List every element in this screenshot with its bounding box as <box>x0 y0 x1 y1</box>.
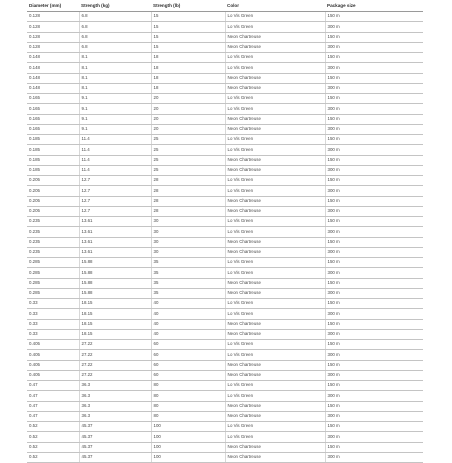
cell-color: Lo Vis Green <box>225 227 325 237</box>
table-row <box>27 53 423 63</box>
cell-diameter: 0.235 <box>27 217 79 227</box>
cell-strength-lb: 100 <box>151 442 225 452</box>
cell-package-size: 300 m <box>325 391 423 401</box>
cell-strength-lb: 28 <box>151 206 225 216</box>
table-row <box>27 114 423 124</box>
cell-strength-lb: 30 <box>151 247 225 257</box>
cell-strength-kg: 11.4 <box>79 145 151 155</box>
cell-diameter: 0.405 <box>27 360 79 370</box>
cell-color: Neon Chartreuse <box>225 442 325 452</box>
cell-package-size: 150 m <box>325 258 423 268</box>
cell-package-size: 150 m <box>325 135 423 145</box>
cell-color: Lo Vis Green <box>225 391 325 401</box>
cell-diameter: 0.52 <box>27 452 79 462</box>
cell-strength-lb: 100 <box>151 422 225 432</box>
cell-strength-kg: 45.37 <box>79 452 151 462</box>
cell-package-size: 300 m <box>325 411 423 421</box>
table-row <box>27 411 423 421</box>
table-row <box>27 288 423 298</box>
table-row <box>27 176 423 186</box>
cell-strength-kg: 15.88 <box>79 268 151 278</box>
cell-package-size: 150 m <box>325 299 423 309</box>
cell-color: Neon Chartreuse <box>225 124 325 134</box>
cell-package-size: 300 m <box>325 63 423 73</box>
cell-package-size: 150 m <box>325 114 423 124</box>
cell-strength-lb: 20 <box>151 124 225 134</box>
cell-color: Lo Vis Green <box>225 350 325 360</box>
cell-color: Neon Chartreuse <box>225 206 325 216</box>
table-row <box>27 206 423 216</box>
cell-diameter: 0.33 <box>27 299 79 309</box>
cell-strength-lb: 15 <box>151 12 225 22</box>
cell-strength-kg: 45.37 <box>79 422 151 432</box>
cell-package-size: 300 m <box>325 42 423 52</box>
table-row <box>27 42 423 52</box>
cell-package-size: 150 m <box>325 360 423 370</box>
cell-strength-kg: 36.3 <box>79 411 151 421</box>
cell-strength-kg: 18.15 <box>79 309 151 319</box>
cell-strength-kg: 12.7 <box>79 186 151 196</box>
table-row <box>27 381 423 391</box>
cell-strength-lb: 40 <box>151 309 225 319</box>
cell-package-size: 300 m <box>325 452 423 462</box>
cell-package-size: 150 m <box>325 422 423 432</box>
header-strength-kg: Strength (kg) <box>79 0 151 12</box>
cell-strength-kg: 9.1 <box>79 104 151 114</box>
cell-package-size: 150 m <box>325 278 423 288</box>
cell-package-size: 300 m <box>325 206 423 216</box>
cell-color: Neon Chartreuse <box>225 329 325 339</box>
cell-package-size: 300 m <box>325 83 423 93</box>
table-row <box>27 94 423 104</box>
cell-diameter: 0.165 <box>27 114 79 124</box>
table-row <box>27 83 423 93</box>
cell-package-size: 300 m <box>325 145 423 155</box>
cell-strength-kg: 12.7 <box>79 196 151 206</box>
cell-color: Neon Chartreuse <box>225 247 325 257</box>
cell-package-size: 150 m <box>325 155 423 165</box>
cell-color: Neon Chartreuse <box>225 237 325 247</box>
table-row <box>27 196 423 206</box>
cell-strength-kg: 27.22 <box>79 340 151 350</box>
cell-strength-kg: 27.22 <box>79 370 151 380</box>
cell-diameter: 0.148 <box>27 73 79 83</box>
cell-strength-kg: 9.1 <box>79 124 151 134</box>
cell-diameter: 0.165 <box>27 104 79 114</box>
header-row <box>27 0 423 12</box>
cell-strength-lb: 25 <box>151 145 225 155</box>
cell-package-size: 150 m <box>325 12 423 22</box>
table-row <box>27 299 423 309</box>
cell-color: Lo Vis Green <box>225 340 325 350</box>
cell-strength-kg: 8.1 <box>79 83 151 93</box>
cell-strength-lb: 18 <box>151 73 225 83</box>
cell-diameter: 0.148 <box>27 63 79 73</box>
cell-diameter: 0.128 <box>27 12 79 22</box>
cell-color: Neon Chartreuse <box>225 288 325 298</box>
table-row <box>27 401 423 411</box>
cell-strength-kg: 18.15 <box>79 329 151 339</box>
cell-diameter: 0.33 <box>27 309 79 319</box>
cell-strength-lb: 35 <box>151 278 225 288</box>
table-row <box>27 12 423 22</box>
cell-diameter: 0.185 <box>27 155 79 165</box>
cell-package-size: 300 m <box>325 22 423 32</box>
table-row <box>27 165 423 175</box>
cell-package-size: 300 m <box>325 124 423 134</box>
table-row <box>27 391 423 401</box>
cell-diameter: 0.285 <box>27 288 79 298</box>
cell-strength-lb: 80 <box>151 401 225 411</box>
cell-strength-kg: 15.88 <box>79 278 151 288</box>
cell-diameter: 0.235 <box>27 227 79 237</box>
cell-color: Lo Vis Green <box>225 12 325 22</box>
cell-strength-kg: 6.8 <box>79 12 151 22</box>
cell-strength-lb: 30 <box>151 237 225 247</box>
cell-diameter: 0.205 <box>27 206 79 216</box>
cell-strength-lb: 35 <box>151 258 225 268</box>
cell-package-size: 150 m <box>325 73 423 83</box>
cell-diameter: 0.148 <box>27 83 79 93</box>
cell-strength-kg: 18.15 <box>79 299 151 309</box>
cell-diameter: 0.47 <box>27 401 79 411</box>
cell-strength-kg: 12.7 <box>79 206 151 216</box>
cell-strength-lb: 80 <box>151 411 225 421</box>
cell-color: Lo Vis Green <box>225 186 325 196</box>
table-row <box>27 155 423 165</box>
cell-color: Neon Chartreuse <box>225 401 325 411</box>
cell-diameter: 0.52 <box>27 442 79 452</box>
cell-color: Lo Vis Green <box>225 53 325 63</box>
table-row <box>27 217 423 227</box>
cell-color: Neon Chartreuse <box>225 360 325 370</box>
cell-color: Neon Chartreuse <box>225 196 325 206</box>
cell-package-size: 300 m <box>325 247 423 257</box>
cell-strength-lb: 30 <box>151 227 225 237</box>
line-spec-table <box>27 0 423 463</box>
cell-diameter: 0.128 <box>27 32 79 42</box>
cell-color: Neon Chartreuse <box>225 83 325 93</box>
cell-package-size: 300 m <box>325 329 423 339</box>
table-row <box>27 278 423 288</box>
cell-color: Neon Chartreuse <box>225 370 325 380</box>
cell-diameter: 0.148 <box>27 53 79 63</box>
cell-color: Neon Chartreuse <box>225 452 325 462</box>
cell-strength-lb: 60 <box>151 340 225 350</box>
cell-strength-lb: 100 <box>151 452 225 462</box>
cell-strength-lb: 28 <box>151 176 225 186</box>
table-body <box>27 12 423 463</box>
cell-color: Neon Chartreuse <box>225 32 325 42</box>
cell-package-size: 300 m <box>325 350 423 360</box>
table-row <box>27 452 423 462</box>
cell-package-size: 300 m <box>325 268 423 278</box>
table-row <box>27 432 423 442</box>
cell-strength-kg: 27.22 <box>79 350 151 360</box>
cell-strength-kg: 18.15 <box>79 319 151 329</box>
cell-strength-lb: 20 <box>151 114 225 124</box>
cell-strength-lb: 25 <box>151 165 225 175</box>
cell-diameter: 0.205 <box>27 176 79 186</box>
header-color: Color <box>225 0 325 12</box>
cell-color: Lo Vis Green <box>225 268 325 278</box>
cell-package-size: 150 m <box>325 381 423 391</box>
cell-color: Lo Vis Green <box>225 145 325 155</box>
cell-strength-kg: 13.61 <box>79 237 151 247</box>
cell-package-size: 300 m <box>325 227 423 237</box>
cell-strength-kg: 6.8 <box>79 42 151 52</box>
cell-color: Lo Vis Green <box>225 381 325 391</box>
cell-strength-lb: 60 <box>151 350 225 360</box>
cell-strength-kg: 27.22 <box>79 360 151 370</box>
cell-strength-lb: 80 <box>151 381 225 391</box>
cell-package-size: 150 m <box>325 94 423 104</box>
cell-color: Neon Chartreuse <box>225 42 325 52</box>
table-row <box>27 247 423 257</box>
cell-diameter: 0.235 <box>27 247 79 257</box>
cell-strength-lb: 40 <box>151 299 225 309</box>
cell-color: Neon Chartreuse <box>225 278 325 288</box>
cell-diameter: 0.47 <box>27 411 79 421</box>
cell-diameter: 0.405 <box>27 350 79 360</box>
cell-color: Lo Vis Green <box>225 258 325 268</box>
cell-strength-lb: 100 <box>151 432 225 442</box>
cell-diameter: 0.185 <box>27 135 79 145</box>
table-row <box>27 350 423 360</box>
table-row <box>27 73 423 83</box>
cell-strength-kg: 11.4 <box>79 155 151 165</box>
cell-diameter: 0.47 <box>27 391 79 401</box>
cell-diameter: 0.128 <box>27 22 79 32</box>
cell-strength-kg: 13.61 <box>79 247 151 257</box>
header-strength-lb: Strength (lb) <box>151 0 225 12</box>
cell-strength-kg: 45.37 <box>79 442 151 452</box>
cell-package-size: 300 m <box>325 370 423 380</box>
cell-package-size: 300 m <box>325 288 423 298</box>
cell-strength-kg: 11.4 <box>79 135 151 145</box>
cell-strength-kg: 12.7 <box>79 176 151 186</box>
table-row <box>27 32 423 42</box>
cell-strength-kg: 8.1 <box>79 73 151 83</box>
cell-strength-lb: 40 <box>151 329 225 339</box>
cell-package-size: 150 m <box>325 319 423 329</box>
cell-diameter: 0.128 <box>27 42 79 52</box>
cell-strength-kg: 36.3 <box>79 381 151 391</box>
cell-color: Lo Vis Green <box>225 104 325 114</box>
cell-diameter: 0.405 <box>27 340 79 350</box>
table-row <box>27 104 423 114</box>
table-row <box>27 268 423 278</box>
cell-package-size: 300 m <box>325 309 423 319</box>
cell-package-size: 150 m <box>325 340 423 350</box>
cell-strength-lb: 15 <box>151 22 225 32</box>
cell-color: Lo Vis Green <box>225 309 325 319</box>
table-row <box>27 227 423 237</box>
table-row <box>27 329 423 339</box>
table-row <box>27 22 423 32</box>
cell-diameter: 0.52 <box>27 422 79 432</box>
cell-color: Neon Chartreuse <box>225 73 325 83</box>
cell-strength-kg: 45.37 <box>79 432 151 442</box>
cell-package-size: 150 m <box>325 32 423 42</box>
cell-strength-lb: 80 <box>151 391 225 401</box>
cell-diameter: 0.235 <box>27 237 79 247</box>
cell-strength-kg: 11.4 <box>79 165 151 175</box>
cell-strength-kg: 6.8 <box>79 32 151 42</box>
cell-strength-kg: 15.88 <box>79 288 151 298</box>
table-row <box>27 237 423 247</box>
cell-color: Lo Vis Green <box>225 135 325 145</box>
cell-package-size: 300 m <box>325 186 423 196</box>
cell-package-size: 150 m <box>325 176 423 186</box>
cell-color: Neon Chartreuse <box>225 319 325 329</box>
table-row <box>27 370 423 380</box>
cell-package-size: 300 m <box>325 432 423 442</box>
table-row <box>27 309 423 319</box>
cell-color: Lo Vis Green <box>225 63 325 73</box>
cell-package-size: 150 m <box>325 53 423 63</box>
cell-color: Lo Vis Green <box>225 432 325 442</box>
table-header <box>27 0 423 12</box>
cell-diameter: 0.165 <box>27 124 79 134</box>
cell-diameter: 0.285 <box>27 268 79 278</box>
cell-strength-lb: 20 <box>151 104 225 114</box>
cell-diameter: 0.205 <box>27 186 79 196</box>
cell-color: Neon Chartreuse <box>225 114 325 124</box>
cell-strength-kg: 9.1 <box>79 94 151 104</box>
cell-color: Lo Vis Green <box>225 176 325 186</box>
cell-strength-lb: 60 <box>151 370 225 380</box>
cell-diameter: 0.165 <box>27 94 79 104</box>
table-row <box>27 319 423 329</box>
cell-package-size: 300 m <box>325 104 423 114</box>
cell-strength-lb: 28 <box>151 186 225 196</box>
table-row <box>27 124 423 134</box>
table-row <box>27 340 423 350</box>
cell-strength-lb: 35 <box>151 268 225 278</box>
cell-strength-kg: 13.61 <box>79 227 151 237</box>
cell-strength-lb: 18 <box>151 53 225 63</box>
cell-strength-lb: 28 <box>151 196 225 206</box>
cell-diameter: 0.47 <box>27 381 79 391</box>
cell-strength-kg: 8.1 <box>79 63 151 73</box>
cell-strength-lb: 40 <box>151 319 225 329</box>
cell-package-size: 150 m <box>325 401 423 411</box>
cell-strength-kg: 9.1 <box>79 114 151 124</box>
cell-color: Neon Chartreuse <box>225 155 325 165</box>
table-row <box>27 63 423 73</box>
cell-diameter: 0.285 <box>27 278 79 288</box>
cell-strength-lb: 18 <box>151 63 225 73</box>
cell-diameter: 0.33 <box>27 329 79 339</box>
cell-strength-lb: 18 <box>151 83 225 93</box>
header-diameter: Diameter (mm) <box>27 0 79 12</box>
table-row <box>27 135 423 145</box>
cell-package-size: 300 m <box>325 165 423 175</box>
cell-package-size: 150 m <box>325 196 423 206</box>
table-row <box>27 360 423 370</box>
cell-color: Lo Vis Green <box>225 422 325 432</box>
cell-diameter: 0.185 <box>27 165 79 175</box>
cell-strength-kg: 8.1 <box>79 53 151 63</box>
cell-color: Neon Chartreuse <box>225 165 325 175</box>
cell-strength-lb: 60 <box>151 360 225 370</box>
table-row <box>27 442 423 452</box>
table-row <box>27 422 423 432</box>
cell-diameter: 0.52 <box>27 432 79 442</box>
cell-strength-lb: 25 <box>151 135 225 145</box>
cell-color: Lo Vis Green <box>225 94 325 104</box>
table-row <box>27 145 423 155</box>
cell-package-size: 150 m <box>325 217 423 227</box>
cell-diameter: 0.33 <box>27 319 79 329</box>
cell-strength-kg: 13.61 <box>79 217 151 227</box>
cell-package-size: 150 m <box>325 442 423 452</box>
cell-color: Lo Vis Green <box>225 299 325 309</box>
cell-strength-lb: 35 <box>151 288 225 298</box>
cell-strength-kg: 6.8 <box>79 22 151 32</box>
cell-strength-lb: 20 <box>151 94 225 104</box>
cell-package-size: 150 m <box>325 237 423 247</box>
cell-diameter: 0.285 <box>27 258 79 268</box>
cell-strength-kg: 36.3 <box>79 401 151 411</box>
cell-strength-lb: 15 <box>151 32 225 42</box>
cell-color: Neon Chartreuse <box>225 411 325 421</box>
cell-strength-lb: 25 <box>151 155 225 165</box>
cell-color: Lo Vis Green <box>225 217 325 227</box>
cell-strength-lb: 15 <box>151 42 225 52</box>
cell-strength-lb: 30 <box>151 217 225 227</box>
table-row <box>27 186 423 196</box>
cell-diameter: 0.185 <box>27 145 79 155</box>
header-package-size: Package size <box>325 0 423 12</box>
cell-strength-kg: 36.3 <box>79 391 151 401</box>
cell-strength-kg: 15.88 <box>79 258 151 268</box>
cell-diameter: 0.405 <box>27 370 79 380</box>
cell-diameter: 0.205 <box>27 196 79 206</box>
cell-color: Lo Vis Green <box>225 22 325 32</box>
table-row <box>27 258 423 268</box>
